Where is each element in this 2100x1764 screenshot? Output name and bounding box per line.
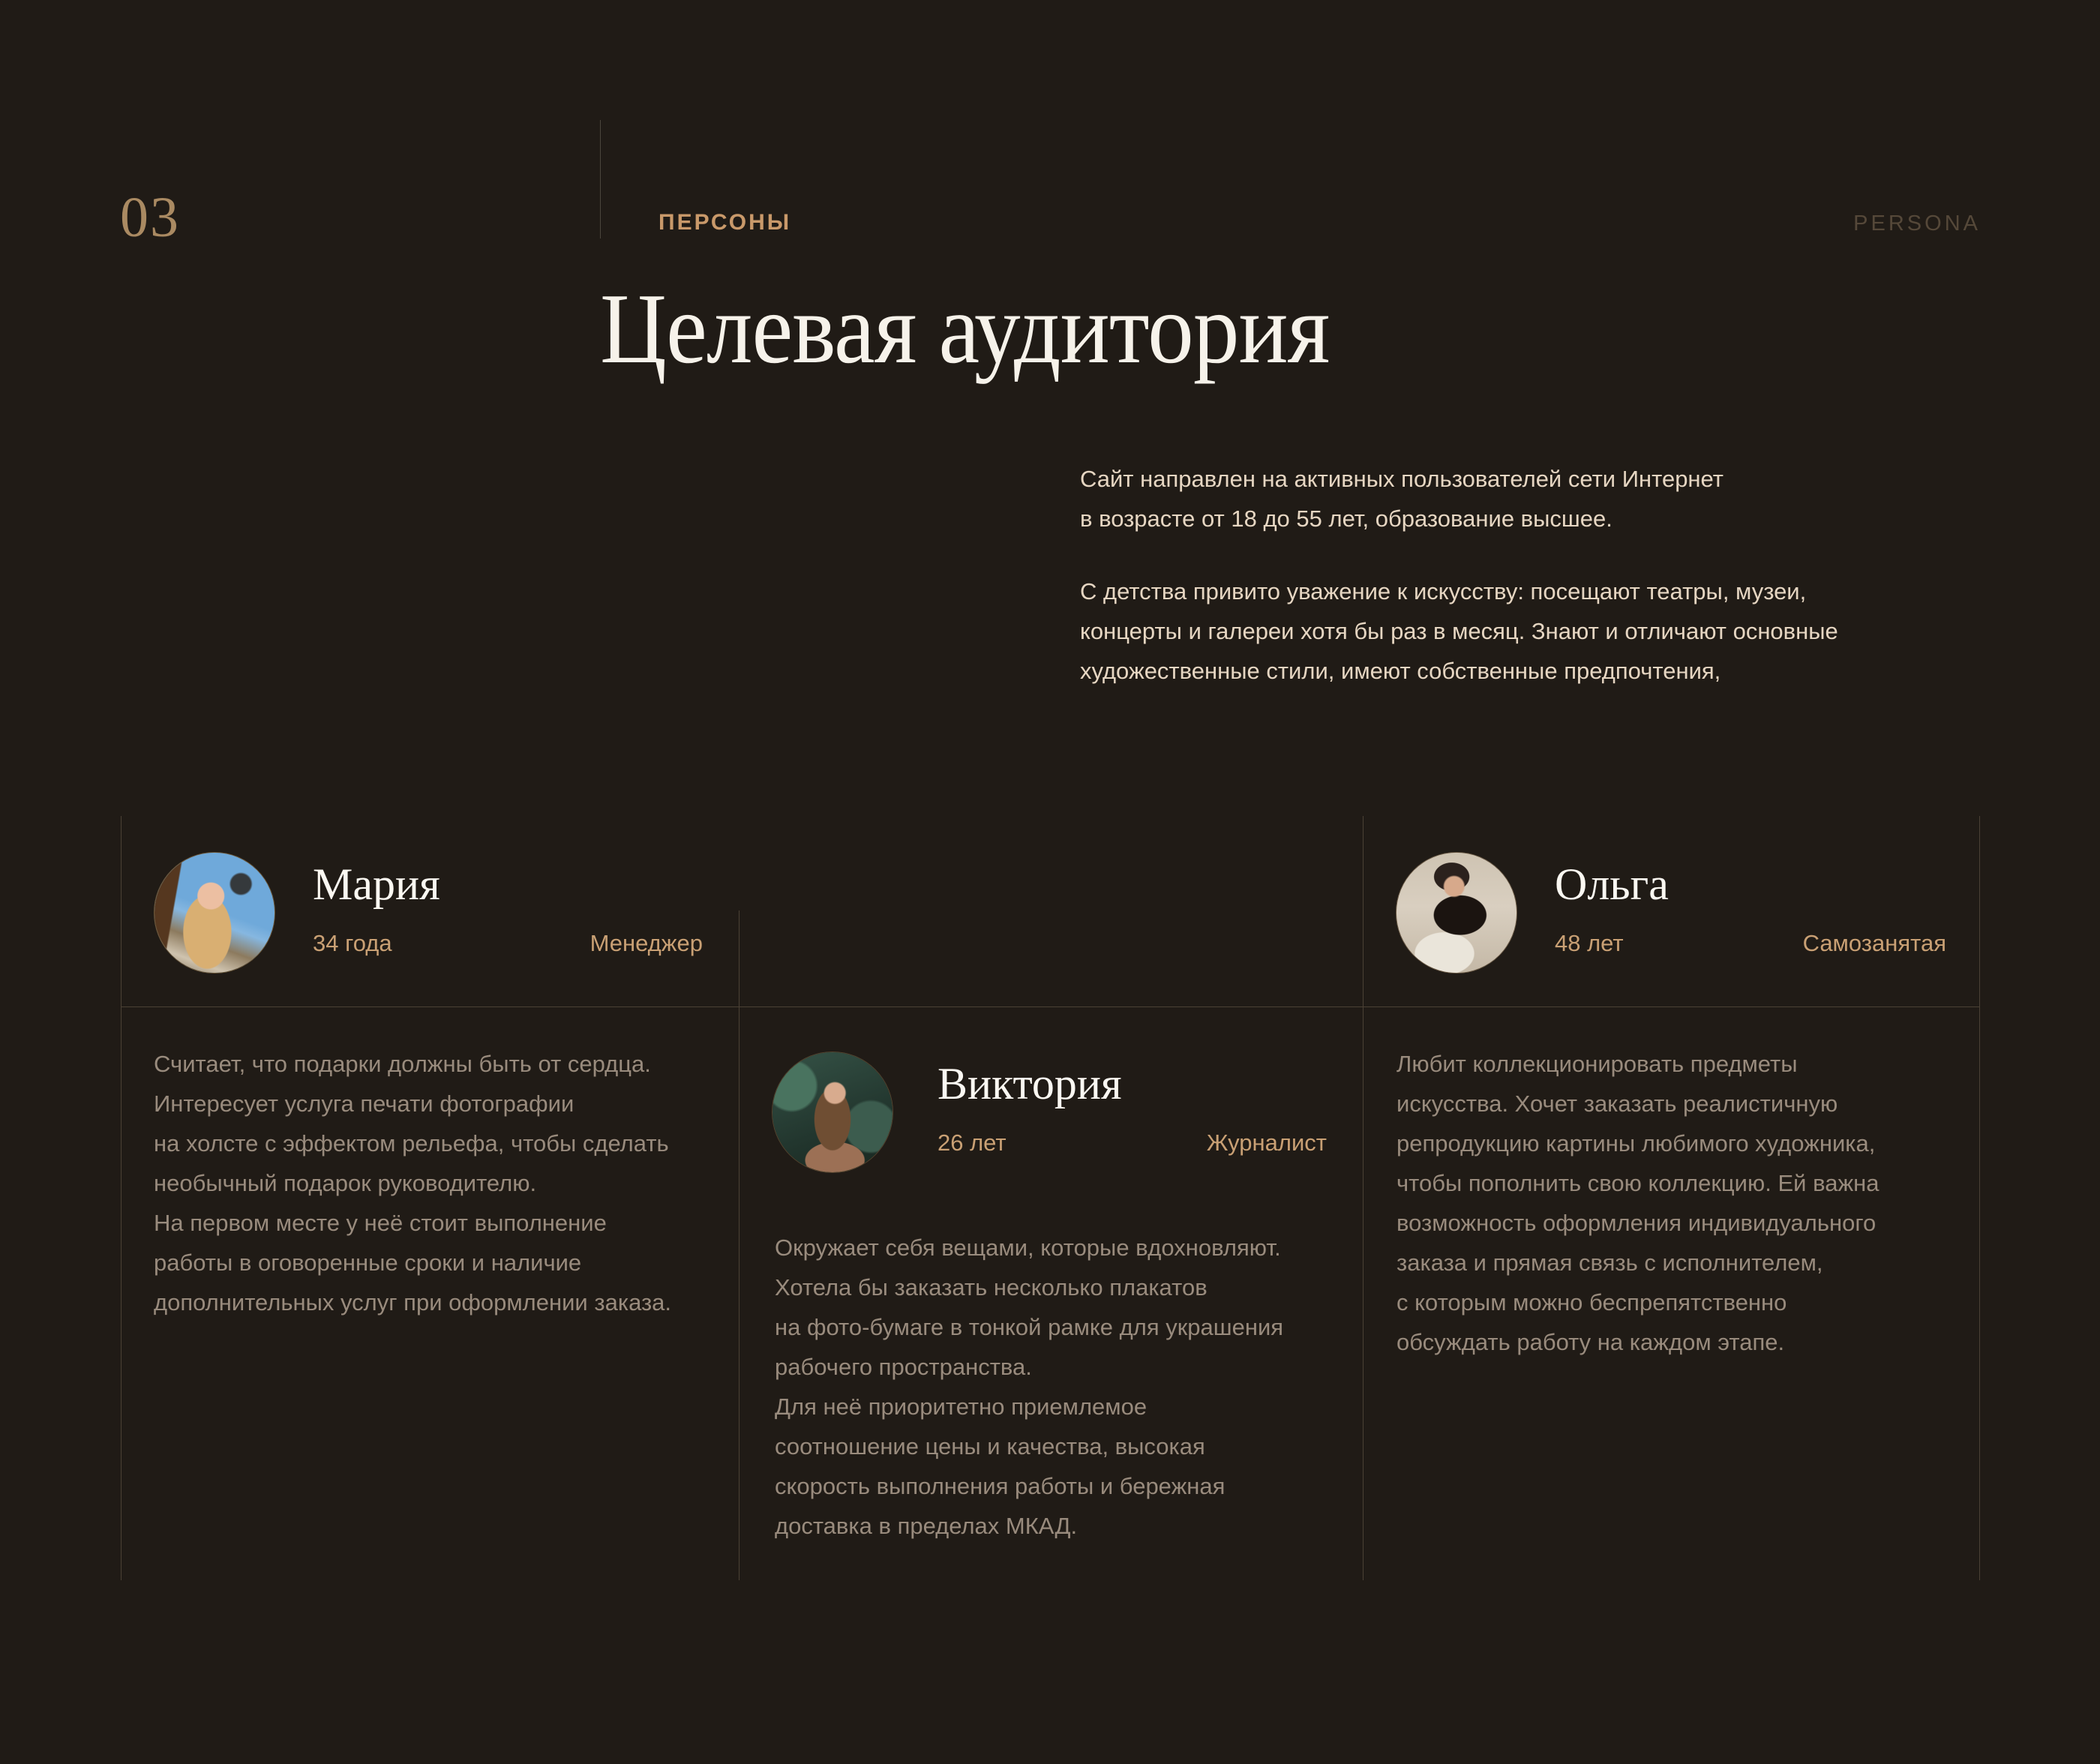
page-title: Целевая аудитория xyxy=(600,273,1330,384)
persona-occupation-viktoria: Журналист xyxy=(1206,1130,1327,1156)
text-line: С детства привито уважение к искусству: посещают театры, музеи, xyxy=(1080,578,1807,604)
text-line: Сайт направлен на активных пользователей сети Интернет xyxy=(1080,466,1724,492)
page-number: 03 xyxy=(120,186,180,249)
avatar-olga xyxy=(1396,852,1517,974)
grid-border-right xyxy=(1979,816,1980,1580)
persona-name-viktoria: Виктория xyxy=(938,1059,1122,1108)
text-line: Интересует услуга печати фотографии xyxy=(154,1090,574,1117)
text-line: Окружает себя вещами, которые вдохновляют. xyxy=(775,1234,1281,1261)
text-line: соотношение цены и качества, высокая xyxy=(775,1433,1205,1460)
text-line: концерты и галереи хотя бы раз в месяц. Знают и отличают основные xyxy=(1080,618,1838,644)
avatar-maria xyxy=(154,852,275,974)
text-line: скорость выполнения работы и бережная xyxy=(775,1473,1226,1499)
persona-age-viktoria: 26 лет xyxy=(938,1130,1006,1156)
persona-description-maria xyxy=(154,1044,671,1322)
text-line: в возрасте от 18 до 55 лет, образование высшее. xyxy=(1080,506,1612,532)
text-line: обсуждать работу на каждом этапе. xyxy=(1396,1329,1785,1355)
text-line: репродукцию картины любимого художника, xyxy=(1396,1130,1876,1156)
persona-occupation-olga: Самозанятая xyxy=(1802,930,1946,956)
text-line: дополнительных услуг при оформлении заказа. xyxy=(154,1289,672,1316)
section-label-persona-en: PERSONA xyxy=(1853,212,1981,236)
grid-divider-col2-col3 xyxy=(1363,816,1364,1580)
intro-paragraph-1 xyxy=(1080,459,2025,538)
text-line: доставка в пределах МКАД. xyxy=(775,1513,1078,1539)
text-line: рабочего пространства. xyxy=(775,1354,1032,1380)
section-label-personas[interactable]: ПЕРСОНЫ xyxy=(658,210,792,235)
persona-age-olga: 48 лет xyxy=(1555,930,1624,956)
text-line: на фото-бумаге в тонкой рамке для украшения xyxy=(775,1314,1284,1340)
persona-description-viktoria xyxy=(775,1228,1283,1546)
maria-photo xyxy=(154,853,274,973)
viktoria-photo xyxy=(772,1052,892,1172)
persona-occupation-maria: Менеджер xyxy=(590,930,703,956)
grid-horizontal-divider xyxy=(121,1006,1979,1007)
text-line: возможность оформления индивидуального xyxy=(1396,1210,1876,1236)
audience-intro xyxy=(1080,459,2025,691)
olga-photo xyxy=(1396,853,1516,973)
intro-paragraph-2 xyxy=(1080,572,2025,691)
avatar-viktoria xyxy=(772,1052,893,1173)
text-line: работы в оговоренные сроки и наличие xyxy=(154,1250,582,1276)
text-line: с которым можно беспрепятственно xyxy=(1396,1289,1787,1316)
text-line: на холсте с эффектом рельефа, чтобы сделать xyxy=(154,1130,669,1156)
text-line: чтобы пополнить свою коллекцию. Ей важна xyxy=(1396,1170,1880,1196)
grid-border-left xyxy=(121,816,122,1580)
persona-name-maria: Мария xyxy=(313,860,440,909)
header-divider-line xyxy=(600,120,601,238)
persona-name-olga: Ольга xyxy=(1555,860,1669,909)
text-line: искусства. Хочет заказать реалистичную xyxy=(1396,1090,1838,1117)
text-line: заказа и прямая связь с исполнителем, xyxy=(1396,1250,1823,1276)
text-line: необычный подарок руководителю. xyxy=(154,1170,537,1196)
text-line: Любит коллекционировать предметы xyxy=(1396,1051,1798,1077)
persona-age-maria: 34 года xyxy=(313,930,392,956)
text-line: Хотела бы заказать несколько плакатов xyxy=(775,1274,1208,1300)
grid-divider-col1-col2 xyxy=(739,910,740,1580)
text-line: художественные стили, имеют собственные предпочтения, xyxy=(1080,658,1721,684)
text-line: Для неё приоритетно приемлемое xyxy=(775,1394,1148,1420)
persona-description-olga xyxy=(1396,1044,1880,1362)
text-line: На первом месте у неё стоит выполнение xyxy=(154,1210,607,1236)
text-line: Считает, что подарки должны быть от сердца. xyxy=(154,1051,651,1077)
